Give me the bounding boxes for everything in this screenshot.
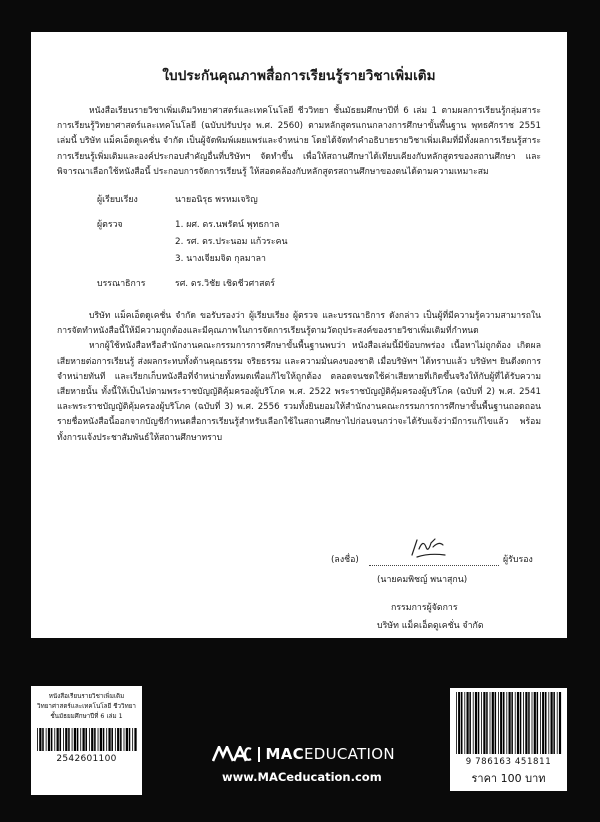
reviewer-name: 2. รศ. ดร.ประนอม แก้วระคน [175, 237, 288, 248]
book-title-line: ชั้นมัธยมศึกษาปีที่ 6 เล่ม 1 [50, 713, 123, 720]
liability-paragraph: หากผู้ใช้หนังสือหรือสำนักงานคณะกรรมการการศึกษาขั้นพื้นฐานพบว่า หนังสือเล่มนี้มีข้อบกพร่อง เนื้อหาไม่ถูกต้อง เกิดผลเสียหายต่อการเรียนรู้ ส่งผลกระทบทั้งด้านคุณธรรม จริยธรรม และความมั่นคงของชาติ เมื่อบริษัทฯ ได้ทราบแล้ว บริษัทฯ ยินดีงดการจำหน่ายทันที และเรียกเก็บหนังสือที่จำหน่ายทั้งหมดเพื่อแก้ไขให้ถูกต้อง ตลอดจนชดใช้ค่าเสียหายที่เกิดขึ้นจริงให้กับผู้ที่ได้รับความเสียหายนั้น ทั้งนี้ให้เป็นไปตามพระราชบัญญัติคุ้มครองผู้บริโภค พ.ศ. 2522 พระราชบัญญัติคุ้มครองผู้บริโภค (ฉบับที่ 2) พ.ศ. 2541 และพระราชบัญญัติคุ้มครองผู้บริโภค (ฉบับที่ 3) พ.ศ. 2556 รวมทั้งยินยอมให้สำนักงานคณะกรรมการการศึกษาขั้นพื้นฐานถอดถอนรายชื่อหนังสือนี้ออกจากบัญชีกำหนดสื่อการเรียนรู้สำหรับเลือกใช้ในสถานศึกษาไปก่อนจนกว่าจะได้รับแจ้งว่ามีการแก้ไขแล้ว พร้อมทั้งการแจ้งประชาสัมพันธ์ให้สถานศึกษาทราบ [57, 341, 541, 443]
handwritten-signature-icon [409, 535, 449, 561]
document-title: ใบประกันคุณภาพสื่อการเรียนรู้รายวิชาเพิ่มเติม [162, 68, 436, 84]
signer-position: กรรมการผู้จัดการ [391, 603, 458, 613]
website-url: www.MACeducation.com [222, 770, 382, 784]
isbn-box [450, 688, 567, 791]
brand-bold: MAC [265, 745, 304, 763]
certificate-panel [31, 32, 567, 638]
book-title-line: หนังสือเรียนรายวิชาเพิ่มเติม [48, 693, 125, 700]
reviewer-label: ผู้ตรวจ [97, 220, 123, 231]
mac-logo-icon [212, 746, 252, 762]
isbn-barcode-icon [454, 692, 563, 759]
certification-paragraph: บริษัท แม็คเอ็ดดูเคชั่น จำกัด ขอรับรองว่า ผู้เรียบเรียง ผู้ตรวจ และบรรณาธิการ ดังกล่าว เป็นผู้ที่มีความรู้ความสามารถในการจัดทำหนังสือนี้ให้มีความถูกต้องและมีคุณภาพในการจัดการเรียนรู้ตามวัตถุประสงค์ของรายวิชาเพิ่มเติมที่กำหนด [57, 311, 541, 337]
company-name: บริษัท แม็คเอ็ดดูเคชั่น จำกัด [377, 621, 484, 631]
book-code: 2542601100 [56, 754, 117, 764]
barcode-icon [35, 728, 138, 751]
intro-paragraph: หนังสือเรียนรายวิชาเพิ่มเติมวิทยาศาสตร์และเทคโนโลยี ชีววิทยา ชั้นมัธยมศึกษาปีที่ 6 เล่ม 1 ตามผลการเรียนรู้กลุ่มสาระการเรียนรู้วิทยาศาสตร์และเทคโนโลยี (ฉบับปรับปรุง พ.ศ. 2560) ตามหลักสูตรแกนกลางการศึกษาขั้นพื้นฐาน พุทธศักราช 2551 เล่มนี้ บริษัท แม็คเอ็ดดูเคชั่น จำกัด เป็นผู้จัดพิมพ์เผยแพร่และจำหน่าย โดยได้จัดทำคำอธิบายรายวิชาเพิ่มเติมที่มีทั้งผลการเรียนรู้สาระการเรียนรู้เพิ่มเติมและองค์ประกอบสำคัญอื่นที่บริษัทฯ จัดทำขึ้น เพื่อให้สถานศึกษาได้เทียบเคียงกับหลักสูตรของสถานศึกษา และพิจารณาเลือกใช้หนังสือนี้ ประกอบการจัดการเรียนรู้ ให้สอดคล้องกับหลักสูตรสถานศึกษาของตนได้ตามความเหมาะสม [57, 106, 541, 177]
publisher-logo [212, 745, 395, 763]
credits-block [97, 192, 541, 293]
editor-name: รศ. ดร.วิชัย เชิดชีวศาสตร์ [175, 279, 275, 290]
reviewer-name: 1. ผศ. ดร.นพรัตน์ พุทธกาล [175, 220, 280, 231]
price: ราคา 100 บาท [471, 772, 546, 785]
signer-name: (นายคมพิชญ์ พนาสุกน) [377, 575, 468, 585]
sign-label: (ลงชื่อ) [331, 555, 359, 565]
signature-block [331, 544, 551, 632]
reviewer-name: 3. นางเจียมจิต กุลมาลา [175, 254, 267, 265]
signature-line [369, 549, 499, 566]
book-title-line: วิทยาศาสตร์และเทคโนโลยี ชีววิทยา [37, 703, 136, 710]
book-code-box [31, 686, 142, 795]
author-label: ผู้เรียบเรียง [97, 195, 138, 206]
editor-label: บรรณาธิการ [97, 279, 146, 290]
author-name: นายอนิรุธ พรหมเจริญ [175, 195, 258, 206]
signer-role: ผู้รับรอง [503, 555, 533, 565]
isbn-number: 9 786163 451811 [465, 757, 552, 767]
brand-rest: EDUCATION [303, 745, 395, 763]
